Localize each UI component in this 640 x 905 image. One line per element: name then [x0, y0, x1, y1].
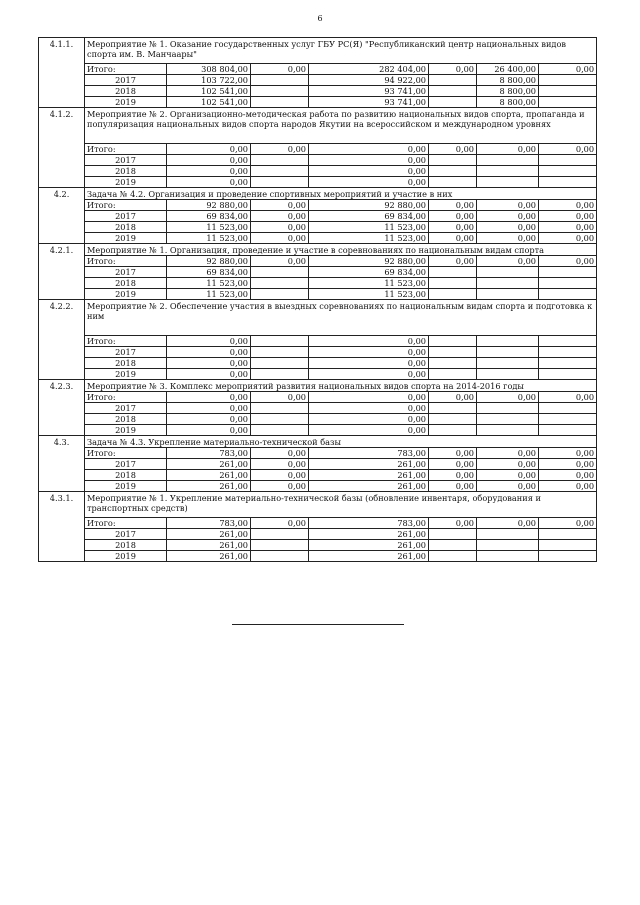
section-title-row — [39, 108, 597, 144]
row-label: 2018 — [85, 86, 167, 97]
table-row — [39, 233, 597, 244]
table-row — [39, 518, 597, 529]
value-cell — [477, 540, 539, 551]
table-row — [39, 347, 597, 358]
table-row — [39, 200, 597, 211]
value-cell — [477, 369, 539, 380]
section-title-row — [39, 300, 597, 336]
value-cell — [251, 336, 309, 347]
value-cell: 261,00 — [167, 551, 251, 562]
row-label: 2018 — [85, 222, 167, 233]
row-label: Итого: — [85, 336, 167, 347]
value-cell: 261,00 — [167, 529, 251, 540]
table-row — [39, 529, 597, 540]
table-row — [39, 86, 597, 97]
value-cell — [251, 425, 309, 436]
table-row — [39, 481, 597, 492]
value-cell: 93 741,00 — [309, 97, 429, 108]
row-label: 2019 — [85, 425, 167, 436]
section-title-row — [39, 188, 597, 200]
row-label: 2017 — [85, 155, 167, 166]
table-row — [39, 289, 597, 300]
value-cell — [429, 336, 477, 347]
value-cell — [429, 267, 477, 278]
value-cell: 0,00 — [309, 347, 429, 358]
value-cell — [429, 369, 477, 380]
value-cell: 0,00 — [539, 233, 597, 244]
value-cell — [477, 166, 539, 177]
value-cell: 308 804,00 — [167, 64, 251, 75]
value-cell: 102 541,00 — [167, 97, 251, 108]
row-label: Итого: — [85, 392, 167, 403]
value-cell — [539, 177, 597, 188]
value-cell — [251, 155, 309, 166]
value-cell: 11 523,00 — [167, 289, 251, 300]
value-cell: 783,00 — [309, 448, 429, 459]
value-cell: 261,00 — [309, 529, 429, 540]
value-cell: 0,00 — [167, 347, 251, 358]
value-cell: 26 400,00 — [477, 64, 539, 75]
value-cell: 92 880,00 — [309, 256, 429, 267]
table-row — [39, 540, 597, 551]
row-label: 2017 — [85, 267, 167, 278]
value-cell — [251, 278, 309, 289]
table-row — [39, 222, 597, 233]
table-row — [39, 459, 597, 470]
value-cell: 0,00 — [251, 233, 309, 244]
value-cell: 11 523,00 — [167, 233, 251, 244]
value-cell: 0,00 — [539, 144, 597, 155]
row-label: 2019 — [85, 551, 167, 562]
section-title: Мероприятие № 2. Организационно-методическая работа по развитию национальных видов спорта, пропаганда и популяризация национальных видов спорта народов Якутии на всероссийском и международном уровнях — [85, 108, 597, 144]
value-cell: 783,00 — [167, 448, 251, 459]
value-cell — [477, 403, 539, 414]
value-cell: 0,00 — [309, 177, 429, 188]
table-row — [39, 177, 597, 188]
section-title-row — [39, 380, 597, 392]
value-cell — [251, 75, 309, 86]
table-row — [39, 369, 597, 380]
table-body — [39, 38, 597, 562]
table-row — [39, 267, 597, 278]
value-cell — [477, 414, 539, 425]
value-cell: 0,00 — [167, 336, 251, 347]
value-cell — [251, 403, 309, 414]
value-cell — [539, 551, 597, 562]
value-cell — [251, 289, 309, 300]
value-cell: 0,00 — [251, 470, 309, 481]
section-code: 4.1.2. — [39, 108, 85, 188]
row-label: 2019 — [85, 481, 167, 492]
row-label: 2017 — [85, 459, 167, 470]
value-cell — [429, 289, 477, 300]
row-label: 2018 — [85, 358, 167, 369]
row-label: Итого: — [85, 64, 167, 75]
row-label: 2018 — [85, 166, 167, 177]
value-cell: 261,00 — [167, 470, 251, 481]
value-cell: 0,00 — [539, 256, 597, 267]
signature-line — [232, 624, 404, 625]
value-cell: 0,00 — [251, 222, 309, 233]
value-cell — [429, 358, 477, 369]
value-cell — [429, 155, 477, 166]
value-cell: 0,00 — [429, 64, 477, 75]
value-cell — [477, 267, 539, 278]
value-cell: 0,00 — [429, 392, 477, 403]
value-cell — [251, 414, 309, 425]
value-cell: 261,00 — [309, 540, 429, 551]
value-cell: 102 541,00 — [167, 86, 251, 97]
value-cell: 0,00 — [167, 414, 251, 425]
value-cell: 0,00 — [429, 448, 477, 459]
row-label: 2017 — [85, 347, 167, 358]
value-cell — [539, 369, 597, 380]
table-row — [39, 144, 597, 155]
value-cell — [251, 540, 309, 551]
value-cell: 0,00 — [539, 518, 597, 529]
value-cell: 0,00 — [251, 211, 309, 222]
value-cell — [429, 529, 477, 540]
value-cell — [477, 358, 539, 369]
value-cell: 0,00 — [309, 155, 429, 166]
value-cell — [539, 278, 597, 289]
section-title: Задача № 4.3. Укрепление материально-технической базы — [85, 436, 597, 448]
value-cell: 783,00 — [309, 518, 429, 529]
table-row — [39, 75, 597, 86]
value-cell: 0,00 — [167, 425, 251, 436]
value-cell: 0,00 — [167, 177, 251, 188]
value-cell — [429, 86, 477, 97]
section-code: 4.2.2. — [39, 300, 85, 380]
value-cell: 0,00 — [251, 459, 309, 470]
value-cell: 11 523,00 — [167, 278, 251, 289]
section-title: Задача № 4.2. Организация и проведение спортивных мероприятий и участие в них — [85, 188, 597, 200]
value-cell — [477, 551, 539, 562]
table-row — [39, 336, 597, 347]
value-cell — [429, 278, 477, 289]
value-cell — [539, 403, 597, 414]
value-cell: 0,00 — [251, 481, 309, 492]
value-cell: 0,00 — [477, 211, 539, 222]
value-cell: 0,00 — [167, 166, 251, 177]
value-cell: 0,00 — [477, 518, 539, 529]
value-cell: 0,00 — [477, 144, 539, 155]
value-cell: 282 404,00 — [309, 64, 429, 75]
value-cell: 0,00 — [251, 144, 309, 155]
table-row — [39, 155, 597, 166]
section-title-row — [39, 492, 597, 518]
value-cell: 261,00 — [167, 540, 251, 551]
row-label: 2018 — [85, 278, 167, 289]
row-label: 2017 — [85, 403, 167, 414]
value-cell: 0,00 — [477, 233, 539, 244]
value-cell: 0,00 — [429, 481, 477, 492]
value-cell: 0,00 — [309, 144, 429, 155]
value-cell — [539, 267, 597, 278]
value-cell: 0,00 — [309, 336, 429, 347]
table-row — [39, 448, 597, 459]
value-cell — [429, 414, 477, 425]
value-cell: 0,00 — [539, 200, 597, 211]
value-cell: 11 523,00 — [309, 222, 429, 233]
row-label: 2017 — [85, 529, 167, 540]
value-cell: 0,00 — [477, 459, 539, 470]
value-cell — [539, 425, 597, 436]
value-cell — [539, 86, 597, 97]
value-cell: 69 834,00 — [309, 211, 429, 222]
value-cell: 93 741,00 — [309, 86, 429, 97]
table-row — [39, 392, 597, 403]
value-cell — [251, 97, 309, 108]
value-cell: 0,00 — [167, 403, 251, 414]
value-cell: 0,00 — [167, 155, 251, 166]
value-cell: 0,00 — [429, 144, 477, 155]
value-cell: 0,00 — [429, 459, 477, 470]
row-label: 2017 — [85, 211, 167, 222]
value-cell: 0,00 — [477, 200, 539, 211]
value-cell: 0,00 — [167, 392, 251, 403]
value-cell: 0,00 — [167, 144, 251, 155]
value-cell: 0,00 — [429, 233, 477, 244]
value-cell — [539, 166, 597, 177]
value-cell: 0,00 — [309, 369, 429, 380]
value-cell: 0,00 — [539, 64, 597, 75]
table-row — [39, 97, 597, 108]
value-cell — [251, 267, 309, 278]
value-cell: 0,00 — [251, 448, 309, 459]
value-cell — [477, 177, 539, 188]
table-row — [39, 64, 597, 75]
section-code: 4.3. — [39, 436, 85, 492]
value-cell — [251, 369, 309, 380]
value-cell: 0,00 — [477, 481, 539, 492]
value-cell: 94 922,00 — [309, 75, 429, 86]
budget-table — [38, 37, 597, 562]
value-cell: 69 834,00 — [167, 267, 251, 278]
value-cell — [539, 75, 597, 86]
value-cell: 0,00 — [251, 64, 309, 75]
value-cell — [539, 529, 597, 540]
value-cell: 261,00 — [167, 459, 251, 470]
row-label: Итого: — [85, 518, 167, 529]
value-cell — [477, 289, 539, 300]
value-cell: 0,00 — [477, 256, 539, 267]
value-cell: 11 523,00 — [167, 222, 251, 233]
value-cell: 0,00 — [429, 222, 477, 233]
value-cell: 92 880,00 — [309, 200, 429, 211]
section-code: 4.2. — [39, 188, 85, 244]
value-cell: 0,00 — [429, 211, 477, 222]
value-cell: 69 834,00 — [309, 267, 429, 278]
value-cell — [539, 540, 597, 551]
value-cell: 0,00 — [539, 392, 597, 403]
table-row — [39, 470, 597, 481]
table-row — [39, 211, 597, 222]
value-cell — [251, 551, 309, 562]
value-cell: 69 834,00 — [167, 211, 251, 222]
row-label: 2018 — [85, 470, 167, 481]
value-cell: 0,00 — [309, 414, 429, 425]
row-label: Итого: — [85, 200, 167, 211]
row-label: 2017 — [85, 75, 167, 86]
value-cell: 11 523,00 — [309, 233, 429, 244]
value-cell — [539, 358, 597, 369]
value-cell: 8 800,00 — [477, 97, 539, 108]
value-cell: 0,00 — [539, 211, 597, 222]
value-cell — [539, 347, 597, 358]
value-cell — [539, 289, 597, 300]
value-cell — [251, 86, 309, 97]
value-cell — [429, 347, 477, 358]
value-cell: 11 523,00 — [309, 289, 429, 300]
value-cell: 0,00 — [539, 481, 597, 492]
value-cell: 0,00 — [429, 200, 477, 211]
value-cell — [477, 278, 539, 289]
value-cell: 0,00 — [477, 470, 539, 481]
value-cell: 0,00 — [429, 470, 477, 481]
table-row — [39, 278, 597, 289]
value-cell: 0,00 — [309, 392, 429, 403]
value-cell: 0,00 — [167, 369, 251, 380]
value-cell: 0,00 — [539, 448, 597, 459]
value-cell — [477, 347, 539, 358]
value-cell: 103 722,00 — [167, 75, 251, 86]
row-label: Итого: — [85, 448, 167, 459]
value-cell: 0,00 — [251, 392, 309, 403]
value-cell — [477, 529, 539, 540]
value-cell: 0,00 — [167, 358, 251, 369]
value-cell: 0,00 — [477, 448, 539, 459]
section-title: Мероприятие № 1. Организация, проведение и участие в соревнованиях по национальным видам спорта — [85, 244, 597, 256]
page-number: 6 — [317, 14, 323, 23]
row-label: Итого: — [85, 144, 167, 155]
value-cell — [429, 177, 477, 188]
value-cell: 0,00 — [477, 222, 539, 233]
row-label: 2018 — [85, 540, 167, 551]
value-cell: 0,00 — [429, 256, 477, 267]
value-cell: 0,00 — [539, 459, 597, 470]
value-cell — [429, 75, 477, 86]
section-code: 4.3.1. — [39, 492, 85, 562]
table-row — [39, 256, 597, 267]
section-code: 4.1.1. — [39, 38, 85, 108]
row-label: Итого: — [85, 256, 167, 267]
value-cell: 261,00 — [309, 481, 429, 492]
value-cell: 0,00 — [251, 200, 309, 211]
value-cell — [539, 155, 597, 166]
value-cell: 0,00 — [429, 518, 477, 529]
value-cell: 0,00 — [309, 358, 429, 369]
value-cell: 8 800,00 — [477, 86, 539, 97]
value-cell: 0,00 — [539, 222, 597, 233]
row-label: 2019 — [85, 233, 167, 244]
section-title: Мероприятие № 1. Оказание государственных услуг ГБУ РС(Я) "Республиканский центр национальных видов спорта им. В. Манчаары" — [85, 38, 597, 64]
row-label: 2018 — [85, 414, 167, 425]
row-label: 2019 — [85, 289, 167, 300]
table-row — [39, 358, 597, 369]
section-title-row — [39, 38, 597, 64]
value-cell — [429, 540, 477, 551]
section-title: Мероприятие № 2. Обеспечение участия в выездных соревнованиях по национальным видам спорта и подготовка к ним — [85, 300, 597, 336]
table-row — [39, 414, 597, 425]
section-title-row — [39, 436, 597, 448]
value-cell: 0,00 — [309, 166, 429, 177]
row-label: 2019 — [85, 369, 167, 380]
table-row — [39, 551, 597, 562]
value-cell: 92 880,00 — [167, 256, 251, 267]
value-cell — [429, 97, 477, 108]
value-cell — [477, 425, 539, 436]
row-label: 2019 — [85, 97, 167, 108]
value-cell: 261,00 — [309, 459, 429, 470]
value-cell — [429, 425, 477, 436]
value-cell: 0,00 — [309, 403, 429, 414]
section-title: Мероприятие № 3. Комплекс мероприятий развития национальных видов спорта на 2014-2016 годы — [85, 380, 597, 392]
table-row — [39, 425, 597, 436]
value-cell: 0,00 — [251, 256, 309, 267]
value-cell: 261,00 — [309, 551, 429, 562]
value-cell — [251, 358, 309, 369]
value-cell — [251, 529, 309, 540]
value-cell: 0,00 — [309, 425, 429, 436]
value-cell — [477, 155, 539, 166]
value-cell — [539, 414, 597, 425]
value-cell: 11 523,00 — [309, 278, 429, 289]
value-cell: 261,00 — [167, 481, 251, 492]
value-cell — [429, 403, 477, 414]
value-cell — [251, 166, 309, 177]
value-cell: 783,00 — [167, 518, 251, 529]
value-cell — [539, 97, 597, 108]
value-cell — [429, 166, 477, 177]
value-cell: 261,00 — [309, 470, 429, 481]
value-cell — [251, 177, 309, 188]
value-cell: 0,00 — [539, 470, 597, 481]
table-row — [39, 403, 597, 414]
value-cell: 8 800,00 — [477, 75, 539, 86]
value-cell — [251, 347, 309, 358]
value-cell: 0,00 — [251, 518, 309, 529]
value-cell — [539, 336, 597, 347]
value-cell: 92 880,00 — [167, 200, 251, 211]
section-code: 4.2.1. — [39, 244, 85, 300]
row-label: 2019 — [85, 177, 167, 188]
table-row — [39, 166, 597, 177]
value-cell — [477, 336, 539, 347]
section-code: 4.2.3. — [39, 380, 85, 436]
section-title: Мероприятие № 1. Укрепление материально-технической базы (обновление инвентаря, оборудования и транспортных средств) — [85, 492, 597, 518]
value-cell: 0,00 — [477, 392, 539, 403]
value-cell — [429, 551, 477, 562]
section-title-row — [39, 244, 597, 256]
